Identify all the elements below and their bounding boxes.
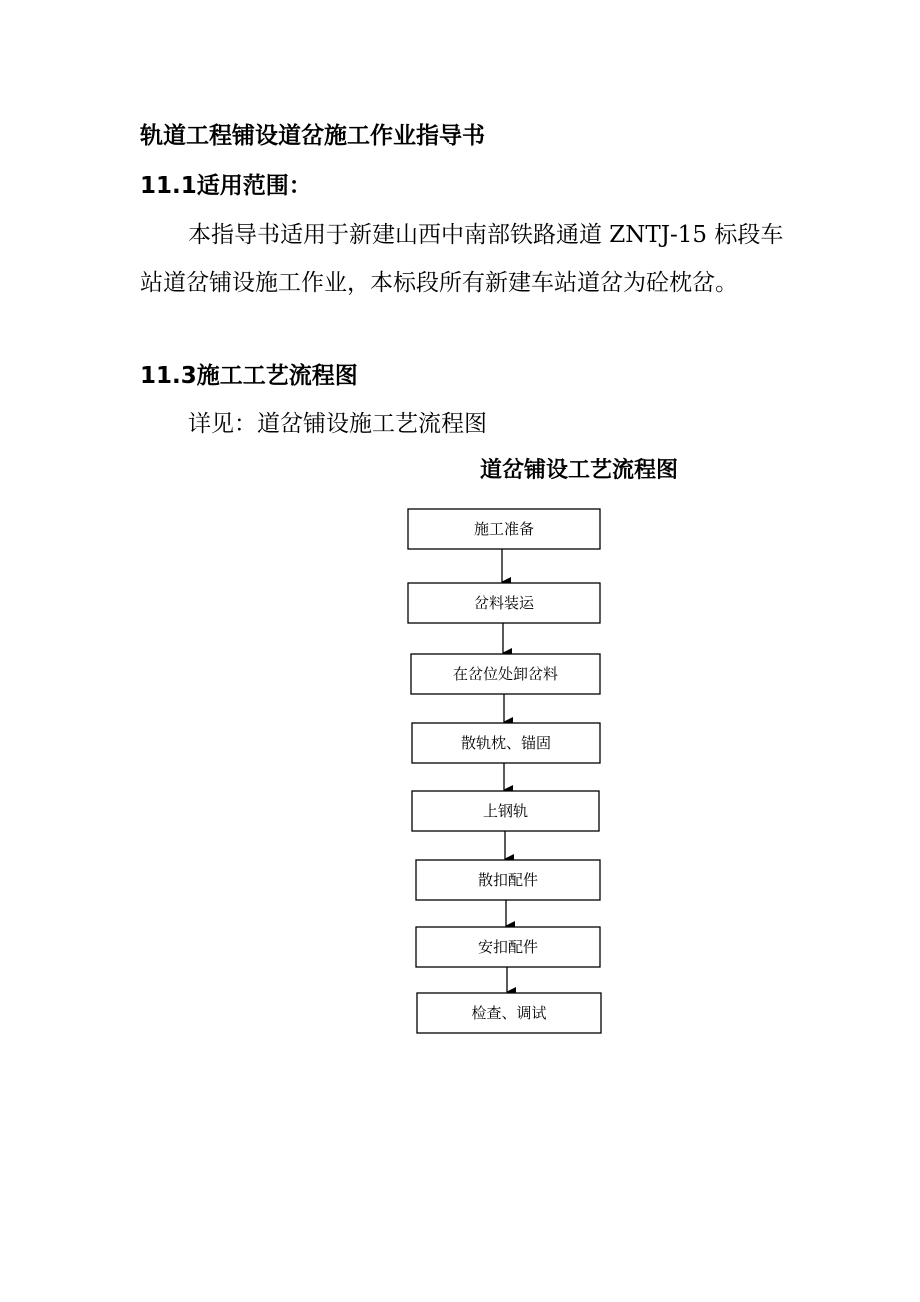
section-body-flow: 详见：道岔铺设施工艺流程图 (188, 411, 487, 437)
section-heading-scope: 11.1适用范围： (140, 173, 312, 199)
flow-step-label: 检查、调试 (471, 1004, 547, 1022)
flow-step-label: 施工准备 (473, 520, 535, 538)
flowchart-title: 道岔铺设工艺流程图 (479, 458, 678, 483)
flow-step-label: 安扣配件 (477, 938, 539, 956)
section-body-scope: 本指导书适用于新建山西中南部铁路通道 ZNTJ-15 标段车站道岔铺设施工作业，本标段所有新建车站道岔为砼枕岔。 (140, 222, 784, 296)
flow-step-label: 在岔位处卸岔料 (452, 665, 559, 683)
flow-step-label: 散扣配件 (477, 871, 539, 889)
section-heading-flow: 11.3施工工艺流程图 (140, 363, 358, 389)
flow-step-label: 岔料装运 (473, 594, 535, 612)
document-title: 轨道工程铺设道岔施工作业指导书 (140, 123, 485, 149)
flow-step-label: 上钢轨 (482, 802, 529, 820)
flow-step-label: 散轨枕、锚固 (460, 734, 552, 752)
